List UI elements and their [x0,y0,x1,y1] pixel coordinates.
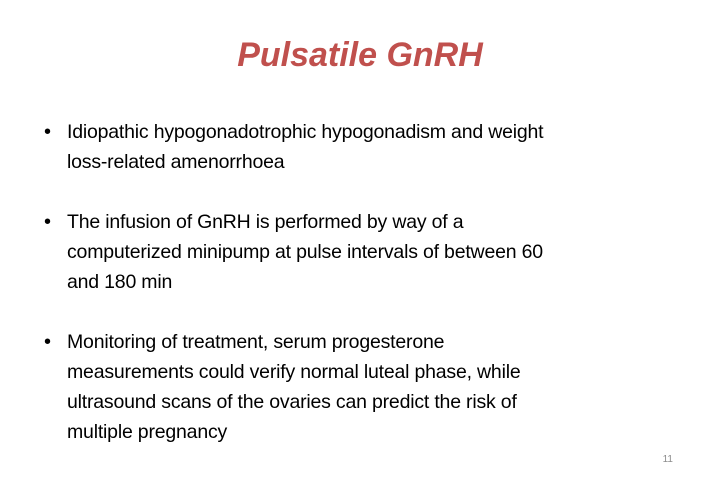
page-number: 11 [662,454,673,465]
slide-title: Pulsatile GnRH [237,36,483,74]
bullet-icon: • [44,211,52,233]
bullet-text-line: measurements could verify normal luteal phase, while [67,361,521,383]
bullet-text-line: The infusion of GnRH is performed by way of a [67,211,464,233]
bullet-text-line: multiple pregnancy [67,421,228,443]
bullet-text-line: computerized minipump at pulse intervals of between 60 [67,241,543,263]
bullet-item [44,117,684,177]
bullet-text-line: Idiopathic hypogonadotrophic hypogonadism and weight [67,121,544,143]
bullet-item [44,207,684,297]
bullet-text-line: loss-related amenorrhoea [67,151,285,173]
bullet-list [44,117,684,477]
bullet-text-line: ultrasound scans of the ovaries can predict the risk of [67,391,517,413]
bullet-icon: • [44,331,52,353]
bullet-text-line: and 180 min [67,271,173,293]
bullet-text-line: Monitoring of treatment, serum progesterone [67,331,445,353]
bullet-icon: • [44,121,52,143]
bullet-item [44,327,684,447]
